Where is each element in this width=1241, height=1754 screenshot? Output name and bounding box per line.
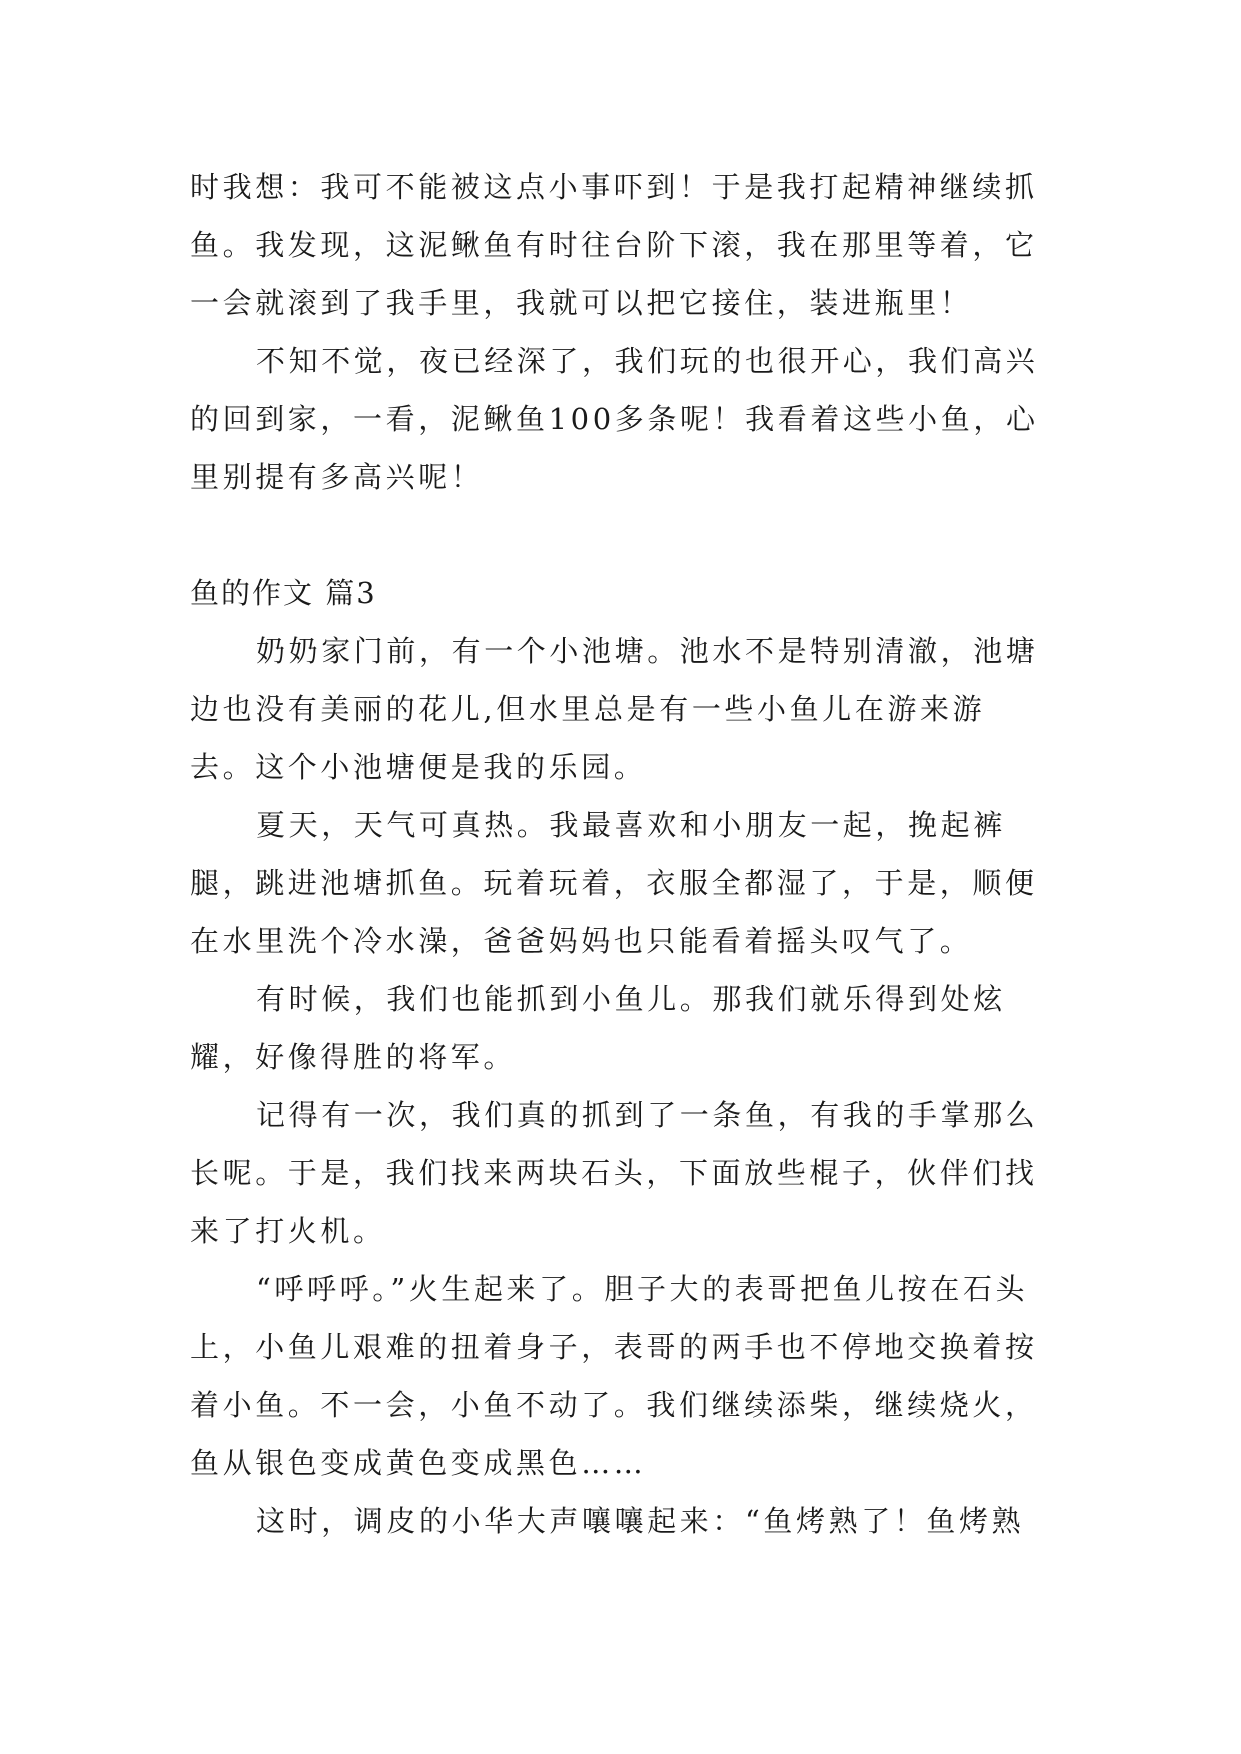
paragraph: 不知不觉，夜已经深了，我们玩的也很开心，我们高兴的回到家，一看，泥鳅鱼100多条呢！我看着这些小鱼，心里别提有多高兴呢！	[190, 344, 1039, 494]
paragraph: 奶奶家门前，有一个小池塘。池水不是特别清澈，池塘边也没有美丽的花儿,但水里总是有一些小鱼儿在游来游去。这个小池塘便是我的乐园。	[190, 634, 1039, 784]
document-body	[190, 158, 1050, 1550]
paragraph: 夏天，天气可真热。我最喜欢和小朋友一起，挽起裤腿，跳进池塘抓鱼。玩着玩着，衣服全都湿了，于是，顺便在水里洗个冷水澡，爸爸妈妈也只能看着摇头叹气了。	[190, 808, 1038, 958]
paragraph: 这时，调皮的小华大声嚷嚷起来：“鱼烤熟了！鱼烤熟	[256, 1504, 1025, 1538]
paragraph: 记得有一次，我们真的抓到了一条鱼，有我的手掌那么长呢。于是，我们找来两块石头，下面放些棍子，伙伴们找来了打火机。	[190, 1098, 1039, 1248]
section-heading: 鱼的作文 篇3	[190, 576, 377, 610]
paragraph: “呼呼呼。”火生起来了。胆子大的表哥把鱼儿按在石头上，小鱼儿艰难的扭着身子，表哥的两手也不停地交换着按着小鱼。不一会，小鱼不动了。我们继续添柴，继续烧火，鱼从银色变成黄色变成黑色……	[190, 1272, 1038, 1480]
paragraph: 有时候，我们也能抓到小鱼儿。那我们就乐得到处炫耀，好像得胜的将军。	[190, 982, 1006, 1074]
paragraph-continuation: 时我想：我可不能被这点小事吓到！于是我打起精神继续抓鱼。我发现，这泥鳅鱼有时往台阶下滚，我在那里等着，它一会就滚到了我手里，我就可以把它接住，装进瓶里！	[190, 170, 1038, 320]
